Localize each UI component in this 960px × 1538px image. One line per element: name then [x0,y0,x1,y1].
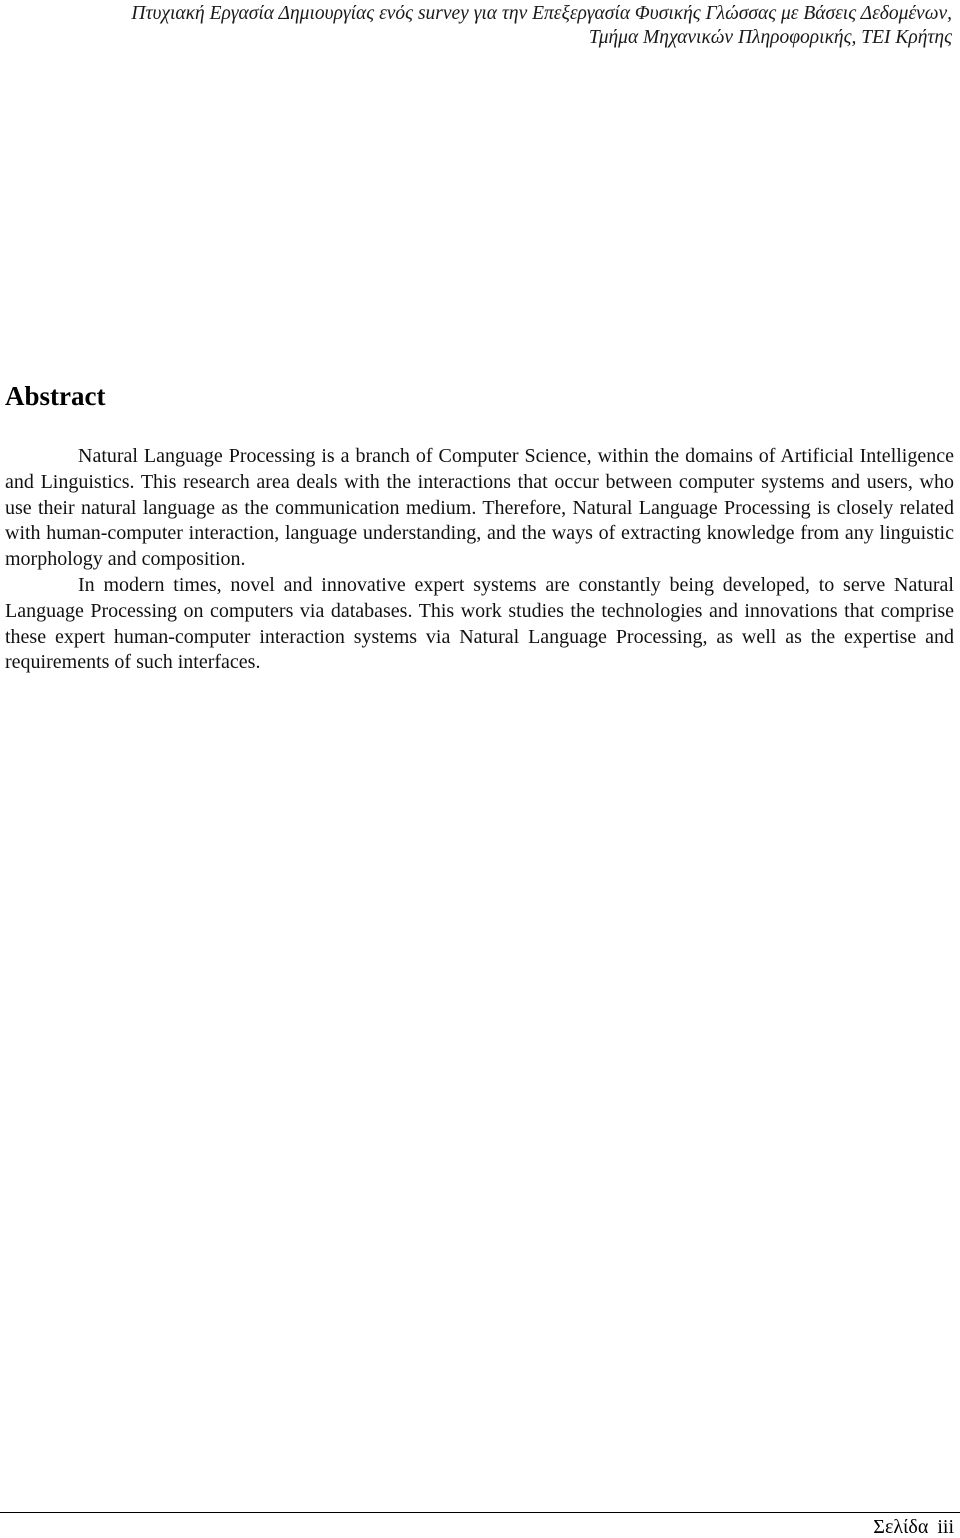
footer-rule [0,1512,960,1513]
abstract-heading: Abstract [5,381,106,411]
page-number-value: iii [937,1516,954,1538]
page-label: Σελίδα [873,1516,929,1538]
page-footer [0,1512,960,1538]
header-line-2: Τμήμα Μηχανικών Πληροφορικής, ΤΕΙ Κρήτης [588,27,952,48]
abstract-paragraph-2: In modern times, novel and innovative expert systems are constantly being developed, to serve Natural Language Processing on computers via databases. This work studies the technologies and innovations that comprise these expert human-computer interaction systems via Natural Language Processing, as well as the expertise and requirements of such interfaces. [5,573,954,674]
page-number [873,1516,954,1538]
abstract-body [5,444,954,676]
header-line-1: Πτυχιακή Εργασία Δημιουργίας ενός survey για την Επεξεργασία Φυσικής Γλώσσας με Βάσεις Δεδομένων, [131,3,952,24]
abstract-paragraph-1: Natural Language Processing is a branch of Computer Science, within the domains of Artificial Intelligence and Linguistics. This research area deals with the interactions that occur between computer systems and users, who use their natural language as the communication medium. Therefore, Natural Language Processing is closely related with human-computer interaction, language understanding, and the ways of extracting knowledge from any linguistic morphology and composition. [5,445,954,571]
running-header [12,2,952,50]
